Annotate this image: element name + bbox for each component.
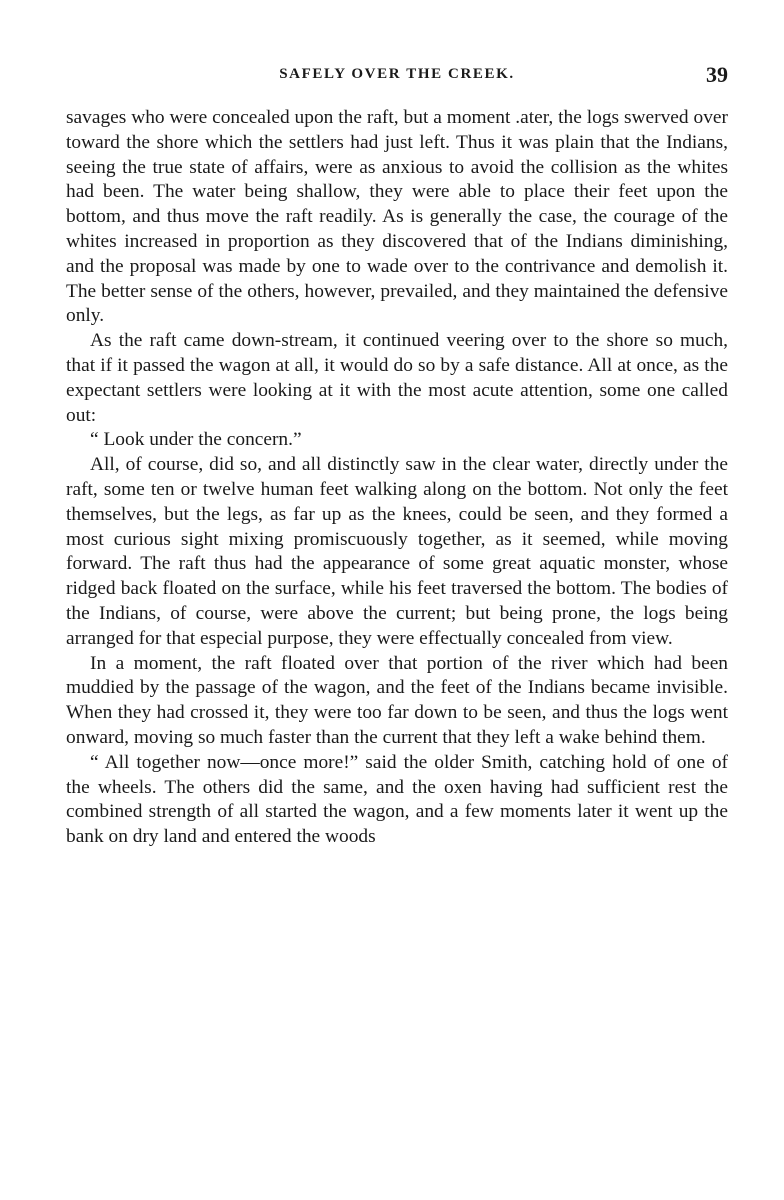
paragraph-5: In a moment, the raft floated over that portion of the river which had been muddied by the passage of the wagon, and the feet of the Indians became invisible. When they had crossed it, they were too far down to be seen, and thus the logs went onward, moving so much faster than the current that they left a wake behind them. xyxy=(66,652,728,748)
book-page xyxy=(66,62,728,850)
paragraph-1: savages who were concealed upon the raft, but a moment .ater, the logs swerved over toward the shore which the settlers had just left. Thus it was plain that the Indians, seeing the true state of affairs, were as anxious to avoid the collision as the whites had been. The water being shallow, they were able to place their feet upon the bottom, and thus move the raft readily. As is generally the case, the courage of the whites increased in proportion as they discovered that of the Indians diminishing, and the proposal was made by one to wade over to the contrivance and demolish it. The better sense of the others, however, prevailed, and they maintained the defensive only. xyxy=(66,107,728,327)
paragraph-6: “ All together now—once more!” said the older Smith, catching hold of one of the wheels. The others did the same, and the oxen having had sufficient rest the combined strength of all started the wagon, and a few moments later it went up the bank on dry land and entered the woods xyxy=(66,751,728,848)
paragraph-3-dialogue: “ Look under the concern.” xyxy=(90,429,302,451)
body-text xyxy=(66,106,728,850)
page-number: 39 xyxy=(706,62,728,87)
running-head xyxy=(66,62,728,92)
running-title: SAFELY OVER THE CREEK. xyxy=(279,66,515,82)
paragraph-2: As the raft came down-stream, it continued veering over to the shore so much, that if it passed the wagon at all, it would do so by a safe distance. All at once, as the expectant settlers were looking at it with the most acute attention, some one called out: xyxy=(66,330,728,426)
paragraph-4: All, of course, did so, and all distinctly saw in the clear water, directly under the raft, some ten or twelve human feet walking along on the bottom. Not only the feet themselves, but the legs, as far up as the knees, could be seen, and they formed a most curious sight mixing promiscuously together, as it seemed, while moving forward. The raft thus had the appearance of some great aquatic monster, whose ridged back floated on the surface, while his feet traversed the bottom. The bodies of the Indians, of course, were above the current; but being prone, the logs being arranged for that especial purpose, they were effectually concealed from view. xyxy=(66,454,728,649)
